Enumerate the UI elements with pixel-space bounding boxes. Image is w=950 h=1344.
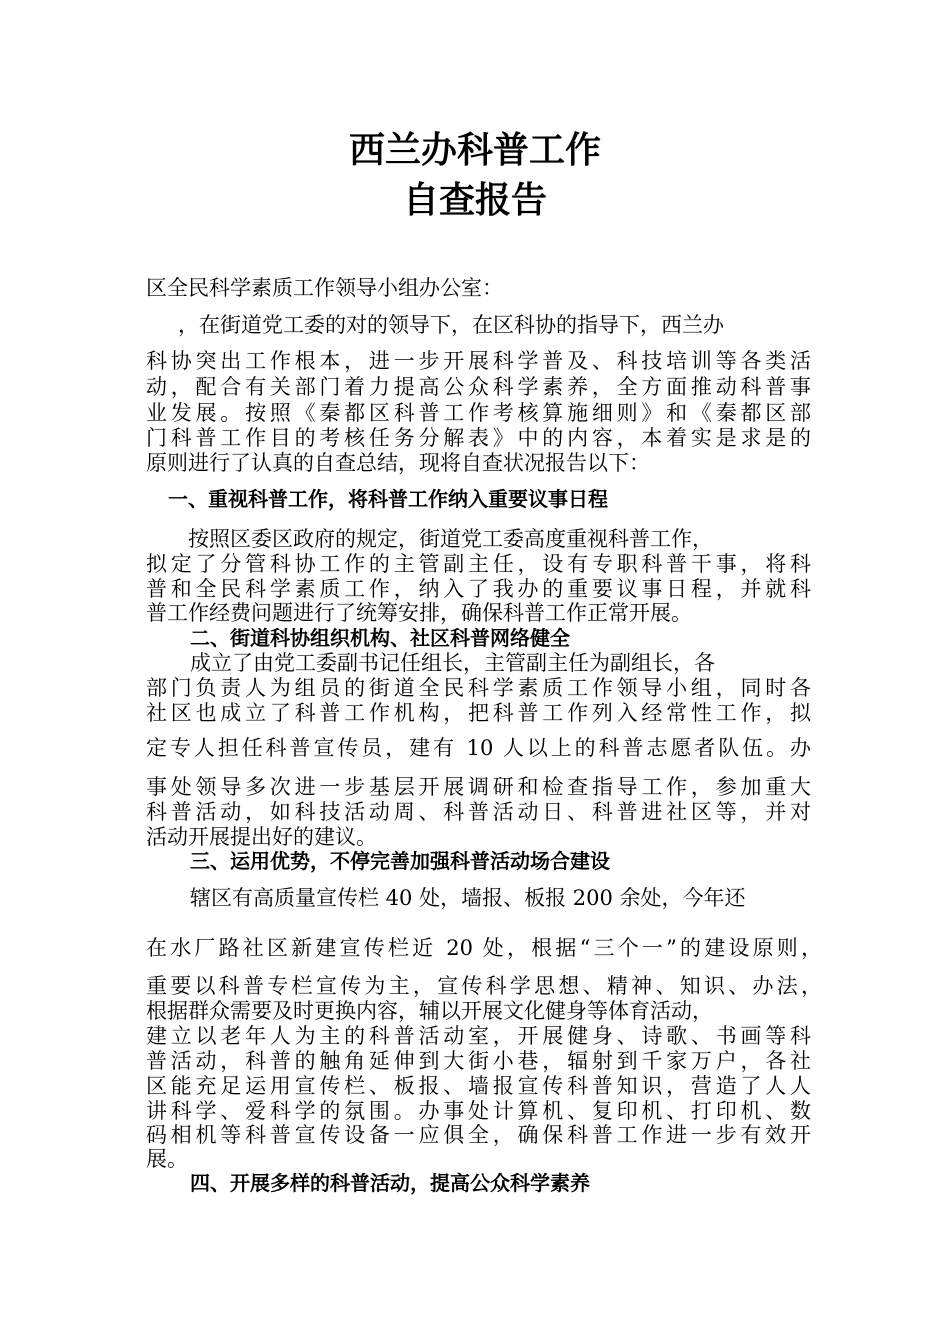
paragraph-line: ，在街道党工委的对的领导下，在区科协的指导下，西兰办 [178, 313, 724, 337]
paragraph-line: 科协突出工作根本，进一步开展科学普及、科技培训等各类活 [146, 349, 811, 373]
section-heading-4: 四、开展多样的科普活动，提高公众科学素养 [190, 1171, 590, 1195]
paragraph-line: 讲科学、爱科学的氛围。办事处计算机、复印机、打印机、数 [146, 1099, 811, 1123]
paragraph-line: 活动开展提出好的建议。 [146, 825, 377, 849]
paragraph-line: 门科普工作目的考核任务分解表》中的内容，本着实是求是的 [146, 426, 811, 450]
paragraph-line: 码相机等科普宣传设备一应俱全，确保科普工作进一步有效开 [146, 1123, 811, 1147]
paragraph-line: 普工作经费问题进行了统筹安排，确保科普工作正常开展。 [146, 601, 692, 625]
paragraph-line: 建立以老年人为主的科普活动室，开展健身、诗歌、书画等科 [146, 1024, 811, 1048]
paragraph-line: 在水厂路社区新建宣传栏近 20 处，根据“三个一”的建设原则， [146, 936, 822, 960]
paragraph-line: 定专人担任科普宣传员，建有 10 人以上的科普志愿者队伍。办 [146, 736, 811, 760]
document-title-line-1: 西兰办科普工作 [348, 129, 601, 171]
section-heading-1: 一、重视科普工作，将科普工作纳入重要议事日程 [168, 487, 608, 511]
paragraph-line: 按照区委区政府的规定，街道党工委高度重视科普工作， [188, 527, 713, 551]
paragraph-line: 社区也成立了科普工作机构，把科普工作列入经常性工作，拟 [146, 701, 811, 725]
paragraph-line: 展。 [146, 1147, 188, 1171]
paragraph-line: 区能充足运用宣传栏、板报、墙报宣传科普知识，营造了人人 [146, 1074, 811, 1098]
paragraph-line: 业发展。按照《秦都区科普工作考核算施细则》和《秦都区部 [146, 401, 811, 425]
paragraph-line: 辖区有高质量宣传栏 40 处，墙报、板报 200 余处，今年还 [190, 886, 746, 910]
paragraph-line: 原则进行了认真的自查总结，现将自查状况报告以下： [146, 451, 650, 475]
section-heading-3: 三、运用优势，不停完善加强科普活动场合建设 [190, 849, 610, 873]
paragraph-line: 成立了由党工委副书记任组长，主管副主任为副组长，各 [190, 651, 715, 675]
paragraph-line: 普和全民科学素质工作，纳入了我办的重要议事日程，并就科 [146, 577, 811, 601]
paragraph-line: 科普活动，如科技活动周、科普活动日、科普进社区等，并对 [146, 800, 811, 824]
paragraph-line: 部门负责人为组员的街道全民科学素质工作领导小组，同时各 [146, 676, 811, 700]
salutation: 区全民科学素质工作领导小组办公室： [146, 276, 503, 300]
paragraph-line: 事处领导多次进一步基层开展调研和检查指导工作，参加重大 [146, 775, 811, 799]
paragraph-line: 根据群众需要及时更换内容，辅以开展文化健身等体育活动， [146, 999, 713, 1023]
paragraph-line: 重要以科普专栏宣传为主，宣传科学思想、精神、知识、办法， [146, 974, 822, 998]
paragraph-line: 拟定了分管科协工作的主管副主任，设有专职科普干事，将科 [146, 552, 811, 576]
section-heading-2: 二、街道科协组织机构、社区科普网络健全 [190, 626, 570, 650]
paragraph-line: 普活动，科普的触角延伸到大街小巷，辐射到千家万户，各社 [146, 1049, 811, 1073]
document-title-line-2: 自查报告 [402, 179, 547, 221]
paragraph-line: 动，配合有关部门着力提高公众科学素养，全方面推动科普事 [146, 375, 811, 399]
